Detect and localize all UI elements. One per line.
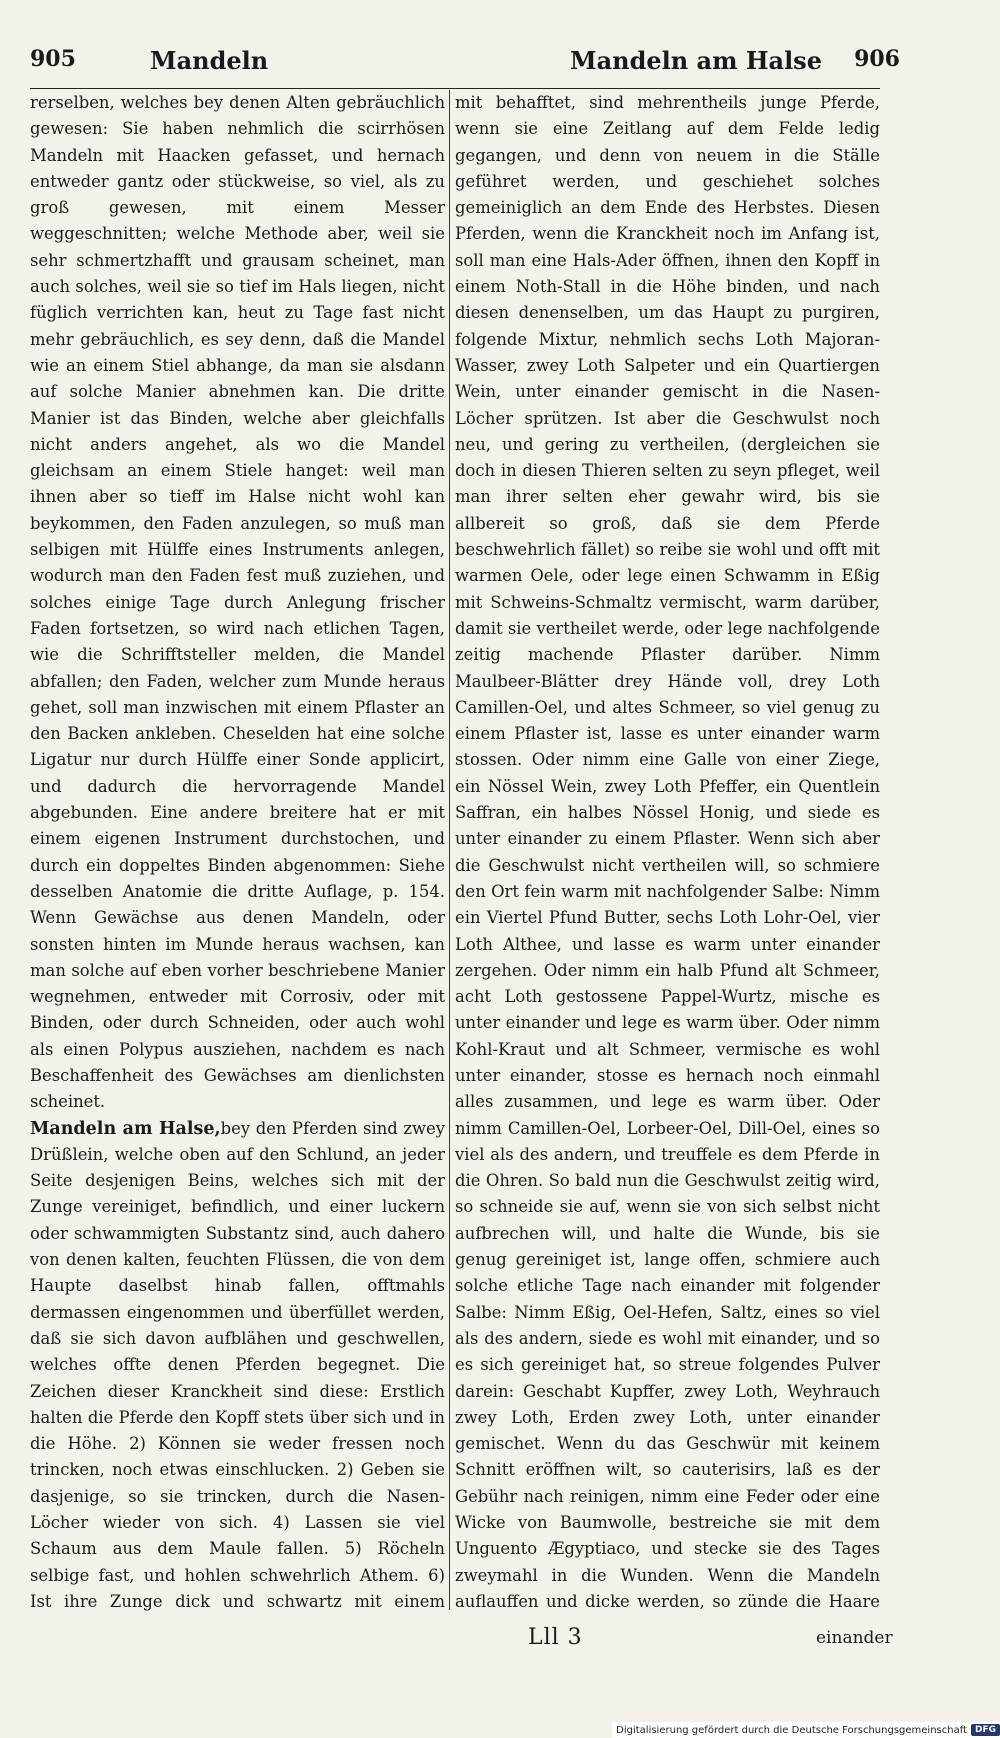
left-paragraph-2-text: bey den Pferden sind zwey Drüßlein, welche oben auf den Schlund, an jeder Seite desjenigen Beins, welches sich mit der Zunge vereiniget, befindlich, und einer luckern oder schwammigten Substantz sind, auch dahero von denen kalten, feuchten Flüssen, die von dem Haupte daselbst hinab fallen, offtmahls dermassen eingenommen und überfüllet werden, daß sie sich davon aufblähen und geschwellen, welches offte denen Pferden begegnet. Die Zeichen dieser Kranckheit sind diese: Erstlich halten die Pferde den Kopff stets über sich und in die Höhe. 2) Können sie weder fressen noch trincken, noch etwas einschlucken. 2) Geben sie dasjenige, so sie trincken, durch die Nasen-Löcher wieder von sich. 4) Lassen sie viel Schaum aus dem Maule fallen. 5) Röcheln selbige fast, und hohlen schwehrlich Athem. 6) Ist ihre Zunge dick und schwartz mit einem — [30, 1118, 445, 1611]
running-head-left: Mandeln — [150, 46, 269, 75]
header-rule — [30, 88, 880, 89]
running-head-right: Mandeln am Halse — [570, 46, 822, 75]
left-paragraph-2 — [30, 1116, 445, 1620]
column-divider — [449, 90, 450, 1610]
signature-mark: Lll 3 — [528, 1625, 583, 1650]
dfg-logo: DFG — [971, 1724, 1000, 1736]
left-paragraph-1: rerselben, welches bey denen Alten gebräuchlich gewesen: Sie haben nehmlich die scirrhösen Mandeln mit Haacken gefasset, und hernach entweder gantz oder stückweise, so viel, als zu groß gewesen, mit einem Messer weggeschnitten; welche Methode aber, weil sie sehr schmertzhafft und grausam scheinet, man auch solches, weil sie so tief im Hals liegen, nicht füglich verrichten kan, heut zu Tage fast nicht mehr gebräuchlich, es sey denn, daß die Mandel wie an einem Stiel abhange, da man sie alsdann auf solche Manier abnehmen kan. Die dritte Manier ist das Binden, welche aber gleichfalls nicht anders angehet, als wo die Mandel gleichsam an einem Stiele hanget: weil man ihnen aber so tieff im Halse nicht wohl kan beykommen, den Faden anzulegen, so muß man selbigen mit Hülffe eines Instruments anlegen, wodurch man den Faden fest muß zuziehen, und solches einige Tage durch Anlegung frischer Faden fortsetzen, so wird nach etlichen Tagen, wie die Schrifftsteller melden, die Mandel abfallen; den Faden, welcher zum Munde heraus gehet, soll man inzwischen mit einem Pflaster an den Backen ankleben. Cheselden hat eine solche Ligatur nur durch Hülffe einer Sonde applicirt, und dadurch die hervorragende Mandel abgebunden. Eine andere breitere hat er mit einem eigenen Instrument durchstochen, und durch ein doppeltes Binden abgenommen: Siehe desselben Anatomie die dritte Auflage, p. 154. Wenn Gewächse aus denen Mandeln, oder sonsten hinten im Munde heraus wachsen, kan man solche auf eben vorher beschriebene Manier wegnehmen, entweder mit Corrosiv, oder mit Binden, oder durch Schneiden, oder auch wohl als einen Polypus ausziehen, nachdem es nach Beschaffenheit des Gewächses am dienlichsten scheinet. — [30, 93, 445, 1112]
right-column — [455, 90, 880, 1620]
digitization-footer — [612, 1722, 1000, 1738]
page-number-right: 906 — [854, 46, 900, 72]
catchword: einander — [816, 1628, 893, 1648]
page-number-left: 905 — [30, 46, 76, 72]
entry-keyword: Mandeln am Halse, — [30, 1118, 221, 1139]
right-paragraph-1: mit behafftet, sind mehrentheils junge Pferde, wenn sie eine Zeitlang auf dem Felde ledig gegangen, und denn von neuem in die Ställe geführet werden, und geschiehet solches gemeiniglich an dem Ende des Herbstes. Diesen Pferden, wenn die Kranckheit noch im Anfang ist, soll man eine Hals-Ader öffnen, ihnen den Kopff in einem Noth-Stall in die Höhe binden, und nach diesen denenselben, um das Haupt zu purgiren, folgende Mixtur, nehmlich sechs Loth Majoran-Wasser, zwey Loth Salpeter und ein Quartiergen Wein, unter einander gemischt in die Nasen-Löcher sprützen. Ist aber die Geschwulst noch neu, und gering zu vertheilen, (dergleichen sie doch in diesen Thieren selten zu seyn pfleget, weil man ihrer selten eher gewahr wird, bis sie allbereit so groß, daß sie dem Pferde beschwehrlich fället) so reibe sie wohl und offt mit warmen Oele, oder lege einen Schwamm in Eßig mit Schweins-Schmaltz vermischt, warm darüber, damit sie vertheilet werde, oder lege nachfolgende zeitig machende Pflaster darüber. Nimm Maulbeer-Blätter drey Hände voll, drey Loth Camillen-Oel, und altes Schmeer, so viel genug zu einem Pflaster ist, lasse es unter einander warm stossen. Oder nimm eine Galle von einer Ziege, ein Nössel Wein, zwey Loth Pfeffer, ein Quentlein Saffran, ein halbes Nössel Honig, und siede es unter einander zu einem Pflaster. Wenn sich aber die Geschwulst nicht vertheilen will, so schmiere den Ort fein warm mit nachfolgender Salbe: Nimm ein Viertel Pfund Butter, sechs Loth Lohr-Oel, vier Loth Althee, und lasse es warm unter einander zergehen. Oder nimm ein halb Pfund alt Schmeer, acht Loth gestossene Pappel-Wurtz, mische es unter einander und lege es warm über. Oder nimm Kohl-Kraut und alt Schmeer, vermische es wohl unter einander, stosse es hernach noch einmahl alles zusammen, und lege es warm über. Oder nimm Camillen-Oel, Lorbeer-Oel, Dill-Oel, eines so viel als des andern, und treuffele es dem Pferde in die Ohren. So bald nun die Geschwulst zeitig wird, so schneide sie auf, wenn sie von sich selbst nicht aufbrechen will, und halte die Wunde, bis sie genug gereiniget ist, lange offen, schmiere auch solche etliche Tage nach einander mit folgender Salbe: Nimm Eßig, Oel-Hefen, Saltz, eines so viel als des andern, siede es wohl mit einander, und so es sich gereiniget hat, so streue folgendes Pulver darein: Geschabt Kupffer, zwey Loth, Weyhrauch zwey Loth, Erden zwey Loth, unter einander gemischet. Wenn du das Geschwür mit keinem Schnitt eröffnen wilt, so cauterisirs, laß es der Gebühr nach reinigen, nimm eine Feder oder eine Wicke von Baumwolle, bestreiche sie mit dem Unguento Ægyptiaco, und stecke sie des Tages zweymahl in die Wunden. Wenn die Mandeln auflauffen und dicke werden, so zünde die Haare — [455, 93, 880, 1611]
footer-text: Digitalisierung gefördert durch die Deutsche Forschungsgemeinschaft — [616, 1724, 967, 1736]
running-header — [30, 46, 900, 80]
left-column — [30, 90, 445, 1620]
